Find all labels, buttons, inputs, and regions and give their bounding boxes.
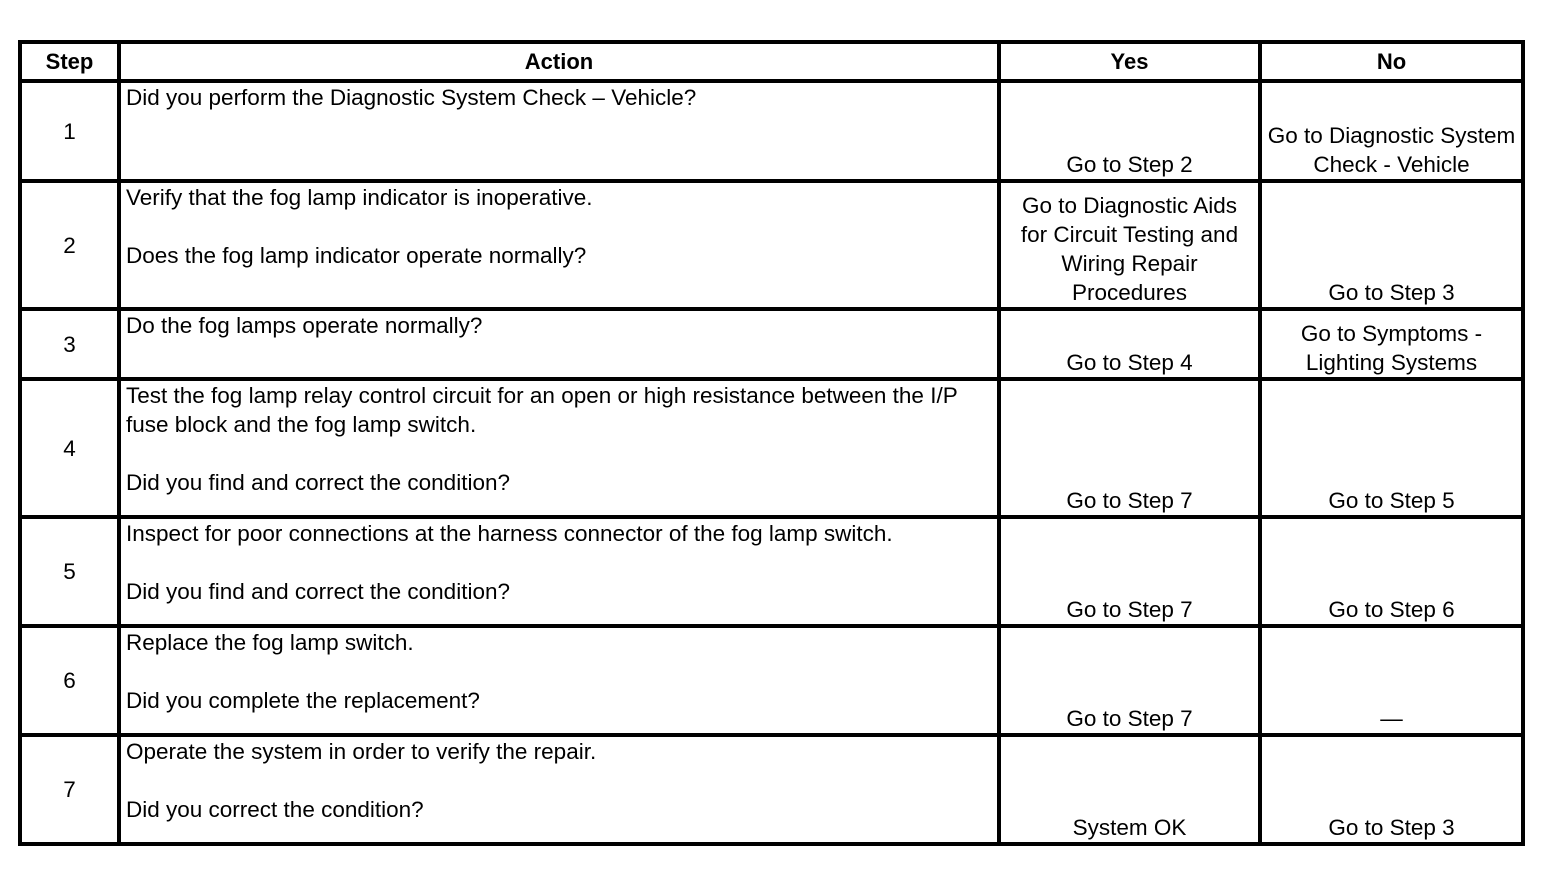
action-spacer [126,657,992,686]
yes-cell: Go to Step 7 [999,517,1260,626]
diagnostic-table [18,40,1525,846]
action-question: Did you find and correct the condition? [126,470,510,495]
action-text: Operate the system in order to verify the repair. [126,739,597,764]
action-cell [119,735,999,844]
table-row [20,81,1523,181]
action-cell [119,379,999,517]
action-text: Inspect for poor connections at the harness connector of the fog lamp switch. [126,521,893,546]
action-spacer [126,212,992,241]
step-number: 1 [20,81,119,181]
no-cell: Go to Step 3 [1260,735,1523,844]
step-number: 7 [20,735,119,844]
no-cell: Go to Step 6 [1260,517,1523,626]
header-step: Step [20,42,119,81]
action-cell [119,309,999,379]
step-number: 4 [20,379,119,517]
action-text: Test the fog lamp relay control circuit for an open or high resistance between the I/P fuse block and the fog lamp switch. [126,383,958,437]
step-number: 3 [20,309,119,379]
yes-cell: Go to Diagnostic Aids for Circuit Testing and Wiring Repair Procedures [999,181,1260,309]
action-text: Did you perform the Diagnostic System Check – Vehicle? [126,85,697,110]
yes-cell: Go to Step 7 [999,626,1260,735]
yes-cell: Go to Step 4 [999,309,1260,379]
table-row [20,626,1523,735]
action-text: Do the fog lamps operate normally? [126,313,483,338]
action-cell [119,181,999,309]
yes-cell: Go to Step 2 [999,81,1260,181]
table-row [20,517,1523,626]
step-number: 2 [20,181,119,309]
action-question: Does the fog lamp indicator operate normally? [126,243,587,268]
table-header-row [20,42,1523,81]
action-cell [119,626,999,735]
action-spacer [126,548,992,577]
action-cell [119,81,999,181]
action-spacer [126,439,992,468]
step-number: 6 [20,626,119,735]
action-cell [119,517,999,626]
action-text: Replace the fog lamp switch. [126,630,414,655]
table-row [20,379,1523,517]
no-cell: Go to Symptoms - Lighting Systems [1260,309,1523,379]
yes-cell: Go to Step 7 [999,379,1260,517]
yes-cell: System OK [999,735,1260,844]
action-question: Did you find and correct the condition? [126,579,510,604]
no-cell: Go to Diagnostic System Check - Vehicle [1260,81,1523,181]
action-spacer [126,766,992,795]
table-row [20,735,1523,844]
action-text: Verify that the fog lamp indicator is inoperative. [126,185,593,210]
table-row [20,181,1523,309]
header-yes: Yes [999,42,1260,81]
no-cell: — [1260,626,1523,735]
table-row [20,309,1523,379]
no-cell: Go to Step 3 [1260,181,1523,309]
action-question: Did you complete the replacement? [126,688,480,713]
action-question: Did you correct the condition? [126,797,424,822]
no-cell: Go to Step 5 [1260,379,1523,517]
step-number: 5 [20,517,119,626]
header-action: Action [119,42,999,81]
header-no: No [1260,42,1523,81]
